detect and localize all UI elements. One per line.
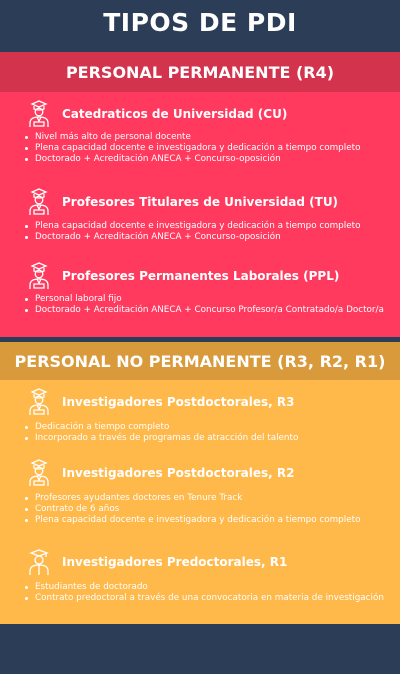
bullet-item: Contrato de 6 años bbox=[22, 504, 388, 515]
bullet-item: Dedicación a tiempo completo bbox=[22, 422, 388, 433]
researcher-icon bbox=[26, 459, 52, 487]
bullet-item: Contrato predoctoral a través de una convocatoria en materia de investigación bbox=[22, 593, 388, 604]
bullet-item: Estudiantes de doctorado bbox=[22, 582, 388, 593]
bullet-list bbox=[22, 422, 388, 444]
category-title: Catedraticos de Universidad (CU) bbox=[62, 107, 288, 121]
non-permanent-header: PERSONAL NO PERMANENTE (R3, R2, R1) bbox=[0, 342, 400, 380]
bullet-item: Personal laboral fijo bbox=[22, 294, 388, 305]
professor-icon bbox=[26, 262, 52, 290]
bullet-list bbox=[22, 221, 388, 243]
bullet-list bbox=[22, 294, 388, 316]
category-title: Investigadores Postdoctorales, R2 bbox=[62, 466, 295, 480]
non-permanent-section bbox=[0, 342, 400, 624]
bullet-item: Doctorado + Acreditación ANECA + Concurso-oposición bbox=[22, 232, 388, 243]
category-title: Investigadores Postdoctorales, R3 bbox=[62, 395, 295, 409]
bullet-item: Plena capacidad docente e investigadora y dedicación a tiempo completo bbox=[22, 221, 388, 232]
bullet-item: Plena capacidad docente e investigadora y dedicación a tiempo completo bbox=[22, 515, 388, 526]
category-title: Profesores Permanentes Laborales (PPL) bbox=[62, 269, 340, 283]
researcher-icon bbox=[26, 388, 52, 416]
bullet-item: Nivel más alto de personal docente bbox=[22, 132, 388, 143]
permanent-header: PERSONAL PERMANENTE (R4) bbox=[0, 52, 400, 92]
category-title: Investigadores Predoctorales, R1 bbox=[62, 555, 288, 569]
professor-icon bbox=[26, 188, 52, 216]
category-title: Profesores Titulares de Universidad (TU) bbox=[62, 195, 339, 209]
bullet-item: Plena capacidad docente e investigadora y dedicación a tiempo completo bbox=[22, 143, 388, 154]
page-title: TIPOS DE PDI bbox=[103, 8, 297, 37]
bullet-item: Doctorado + Acreditación ANECA + Concurso Profesor/a Contratado/a Doctor/a bbox=[22, 305, 388, 316]
bullet-list bbox=[22, 582, 388, 604]
permanent-section bbox=[0, 52, 400, 337]
professor-icon bbox=[26, 100, 52, 128]
bullet-item: Doctorado + Acreditación ANECA + Concurso-oposición bbox=[22, 154, 388, 165]
bullet-item: Profesores ayudantes doctores en Tenure Track bbox=[22, 493, 388, 504]
student-icon bbox=[26, 548, 52, 576]
bullet-list bbox=[22, 132, 388, 165]
bullet-item: Incorporado a través de programas de atracción del talento bbox=[22, 433, 388, 444]
bullet-list bbox=[22, 493, 388, 526]
